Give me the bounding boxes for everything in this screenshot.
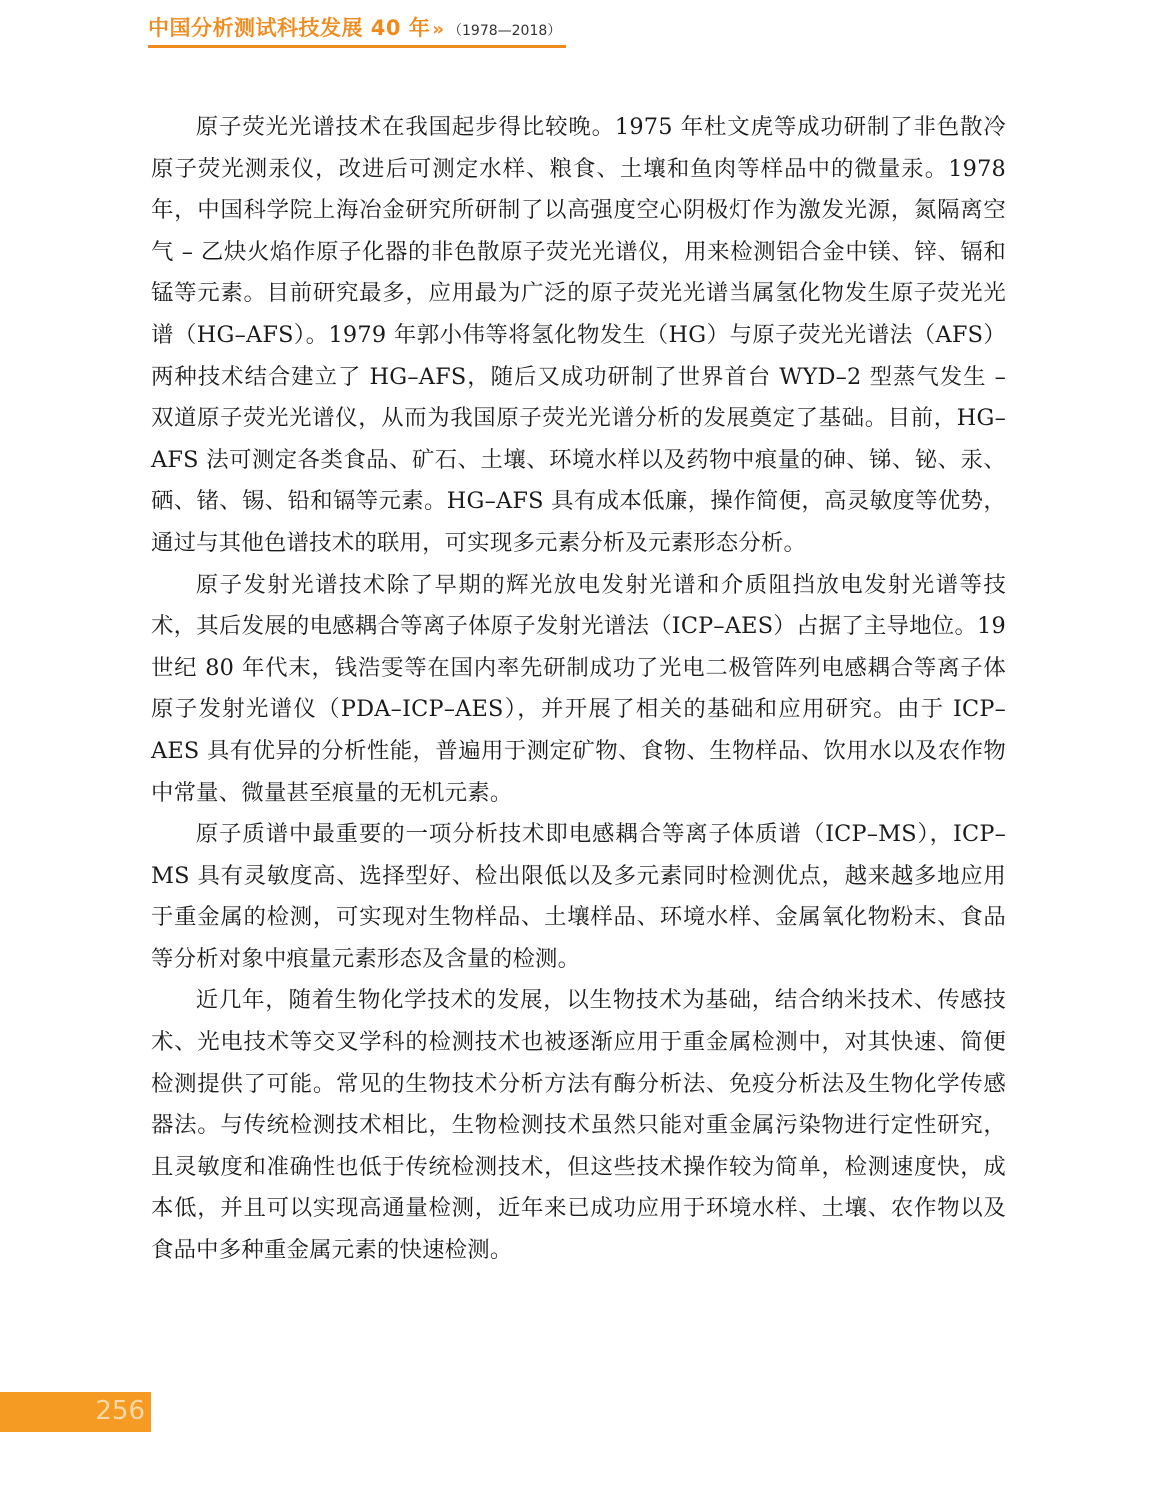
paragraph-afs: 原子荧光光谱技术在我国起步得比较晚。1975 年杜文虎等成功研制了非色散冷原子荧光测汞仪，改进后可测定水样、粮食、土壤和鱼肉等样品中的微量汞。1978 年，中国科学院上海冶金研究所研制了以高强度空心阴极灯作为激发光源，氮隔离空气 – 乙炔火焰作原子化器的非色散原子荧光光谱仪，用来检测铝合金中镁、锌、镉和锰等元素。目前研究最多，应用最为广泛的原子荧光光谱当属氢化物发生原子荧光光谱（HG–AFS）。1979 年郭小伟等将氢化物发生（HG）与原子荧光光谱法（AFS）两种技术结合建立了 HG–AFS，随后又成功研制了世界首台 WYD–2 型蒸气发生 – 双道原子荧光光谱仪，从而为我国原子荧光光谱分析的发展奠定了基础。目前，HG–AFS 法可测定各类食品、矿石、土壤、环境水样以及药物中痕量的砷、锑、铋、汞、硒、锗、锡、铅和镉等元素。HG–AFS 具有成本低廉，操作简便，高灵敏度等优势，通过与其他色谱技术的联用，可实现多元素分析及元素形态分析。 — [151, 114, 1006, 556]
paragraph-aes: 原子发射光谱技术除了早期的辉光放电发射光谱和介质阻挡放电发射光谱等技术，其后发展的电感耦合等离子体原子发射光谱法（ICP–AES）占据了主导地位。19 世纪 80 年代末，钱浩雯等在国内率先研制成功了光电二极管阵列电感耦合等离子体原子发射光谱仪（PDA–ICP–AES），并开展了相关的基础和应用研究。由于 ICP–AES 具有优异的分析性能，普遍用于测定矿物、食物、生物样品、饮用水以及农作物中常量、微量甚至痕量的无机元素。 — [151, 571, 1006, 806]
paragraph-bio: 近几年，随着生物化学技术的发展，以生物技术为基础，结合纳米技术、传感技术、光电技术等交叉学科的检测技术也被逐渐应用于重金属检测中，对其快速、简便检测提供了可能。常见的生物技术分析方法有酶分析法、免疫分析法及生物化学传感器法。与传统检测技术相比，生物检测技术虽然只能对重金属污染物进行定性研究，且灵敏度和准确性也低于传统检测技术，但这些技术操作较为简单，检测速度快，成本低，并且可以实现高通量检测，近年来已成功应用于环境水样、土壤、农作物以及食品中多种重金属元素的快速检测。 — [151, 987, 1006, 1264]
year-range: （1978—2018） — [448, 23, 562, 39]
chevron-right-icon: » — [432, 19, 444, 40]
book-title: 中国分析测试科技发展 40 年 — [148, 16, 431, 40]
running-header — [148, 12, 561, 46]
page-number-box — [0, 1392, 151, 1432]
paragraph-icp-ms: 原子质谱中最重要的一项分析技术即电感耦合等离子体质谱（ICP–MS），ICP–MS 具有灵敏度高、选择型好、检出限低以及多元素同时检测优点，越来越多地应用于重金属的检测，可实现对生物样品、土壤样品、环境水样、金属氧化物粉末、食品等分析对象中痕量元素形态及含量的检测。 — [151, 821, 1006, 972]
main-body — [151, 107, 1006, 1272]
page-number: 256 — [95, 1396, 145, 1426]
header-underline — [148, 45, 566, 48]
